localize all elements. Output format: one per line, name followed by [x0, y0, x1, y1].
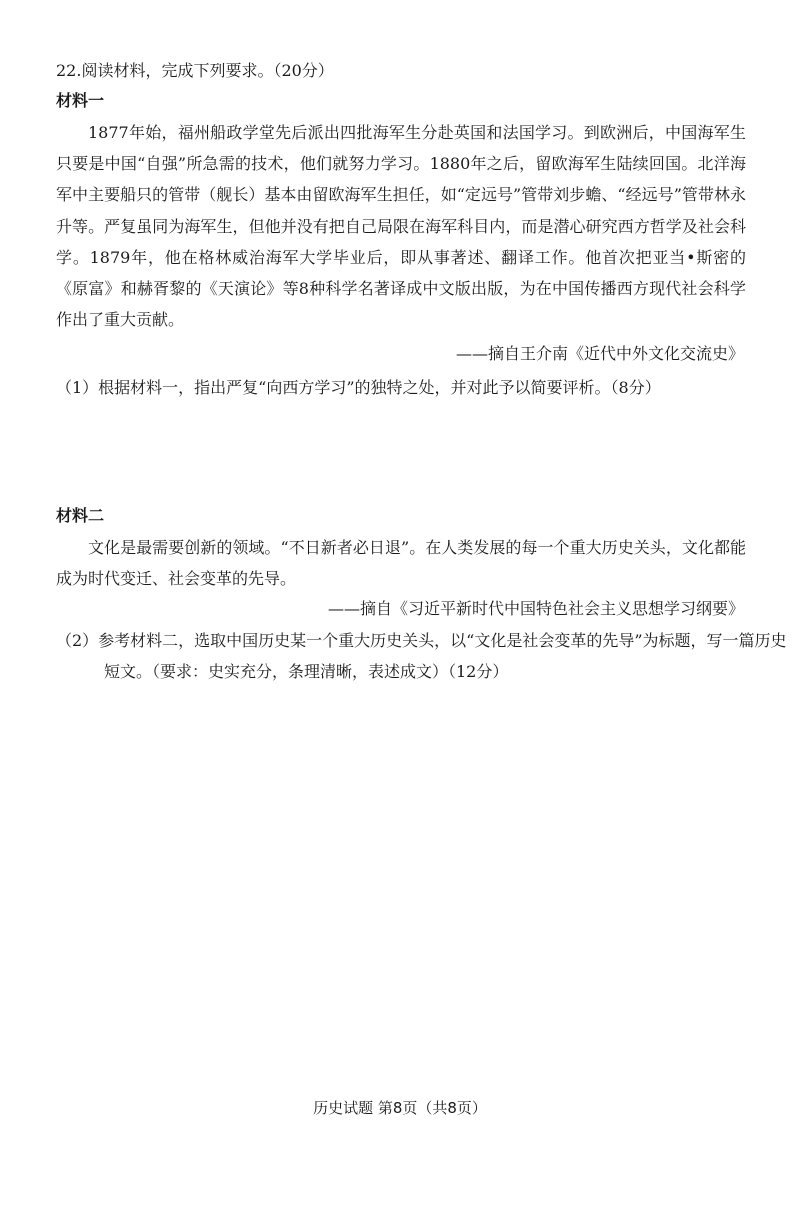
material-2-label: 材料二: [56, 506, 105, 525]
question-header: 22.阅读材料，完成下列要求。（20分）: [56, 61, 334, 80]
material-2-source: ——摘自《习近平新时代中国特色社会主义思想学习纲要》: [327, 599, 744, 618]
material-1-text: 1877年始，福州船政学堂先后派出四批海军生分赴英国和法国学习。到欧洲后，中国海军生只要是中国“自强”所急需的技术，他们就努力学习。1880年之后，留欧海军生陆续回国。北洋海军中主要船只的管带（舰长）基本由留欧海军生担任，如“定远号”管带刘步蟾、“经远号”管带林永升等。严复虽同为海军生，但他并没有把自己局限在海军科目内，而是潜心研究西方哲学及社会科学。1879年，他在格林威治海军大学毕业后，即从事著述、翻译工作。他首次把亚当•斯密的《原富》和赫胥黎的《天演论》等8种科学名著译成中文版出版，为在中国传播西方现代社会科学作出了重大贡献。: [56, 123, 746, 330]
sub-question-1: （1）根据材料一，指出严复“向西方学习”的独特之处，并对此予以简要评析。（8分）: [56, 378, 661, 397]
material-1-label: 材料一: [56, 91, 105, 110]
material-1-source: ——摘自王介南《近代中外文化交流史》: [455, 344, 744, 363]
page-footer: 历史试题 第8页（共8页）: [313, 1099, 487, 1117]
sub-question-2: （2）参考材料二，选取中国历史某一个重大历史关头，以“文化是社会变革的先导”为标题，写一篇历史短文。（要求：史实充分，条理清晰，表述成文）（12分）: [56, 631, 787, 681]
material-2-text: 文化是最需要创新的领域。“不日新者必日退”。在人类发展的每一个重大历史关头，文化都能成为时代变迁、社会变革的先导。: [56, 538, 746, 589]
